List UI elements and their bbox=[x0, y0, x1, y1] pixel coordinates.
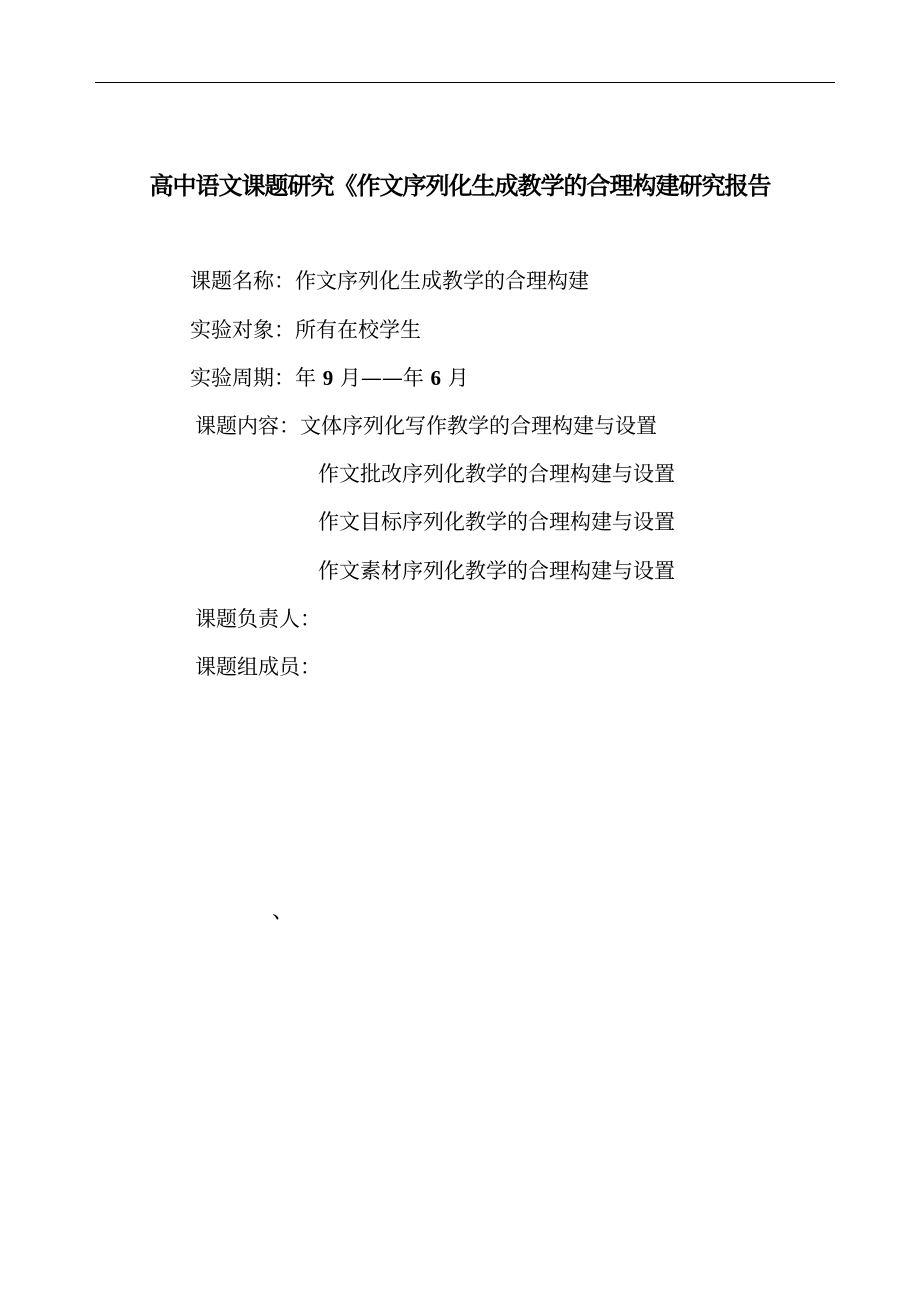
content-item: 作文批改序列化教学的合理构建与设置 bbox=[318, 462, 675, 486]
document-title: 高中语文课题研究《作文序列化生成教学的合理构建研究报告 bbox=[149, 172, 771, 200]
field-topic-name bbox=[190, 266, 589, 296]
header-rule bbox=[95, 82, 835, 83]
period-text-3: 月 bbox=[441, 366, 469, 390]
content-item: 作文素材序列化教学的合理构建与设置 bbox=[318, 559, 675, 583]
subject-label: 实验对象： bbox=[190, 318, 295, 342]
field-leader: 课题负责人： bbox=[195, 607, 321, 631]
period-text-1: 年 bbox=[295, 366, 323, 390]
field-members: 课题组成员： bbox=[195, 655, 321, 679]
field-subject bbox=[190, 315, 421, 345]
content-item: 文体序列化写作教学的合理构建与设置 bbox=[300, 414, 657, 438]
period-text-2: 月——年 bbox=[333, 366, 431, 390]
subject-value: 所有在校学生 bbox=[295, 318, 421, 342]
content-item: 作文目标序列化教学的合理构建与设置 bbox=[318, 510, 675, 534]
period-month-end: 6 bbox=[430, 366, 442, 390]
period-month-start: 9 bbox=[322, 366, 334, 390]
field-content bbox=[195, 411, 657, 441]
content-label: 课题内容： bbox=[195, 414, 300, 438]
period-label: 实验周期： bbox=[190, 366, 295, 390]
topic-name-label: 课题名称： bbox=[190, 269, 295, 293]
topic-name-value: 作文序列化生成教学的合理构建 bbox=[295, 269, 589, 293]
stray-mark: 、 bbox=[272, 899, 295, 924]
field-period bbox=[190, 363, 469, 393]
